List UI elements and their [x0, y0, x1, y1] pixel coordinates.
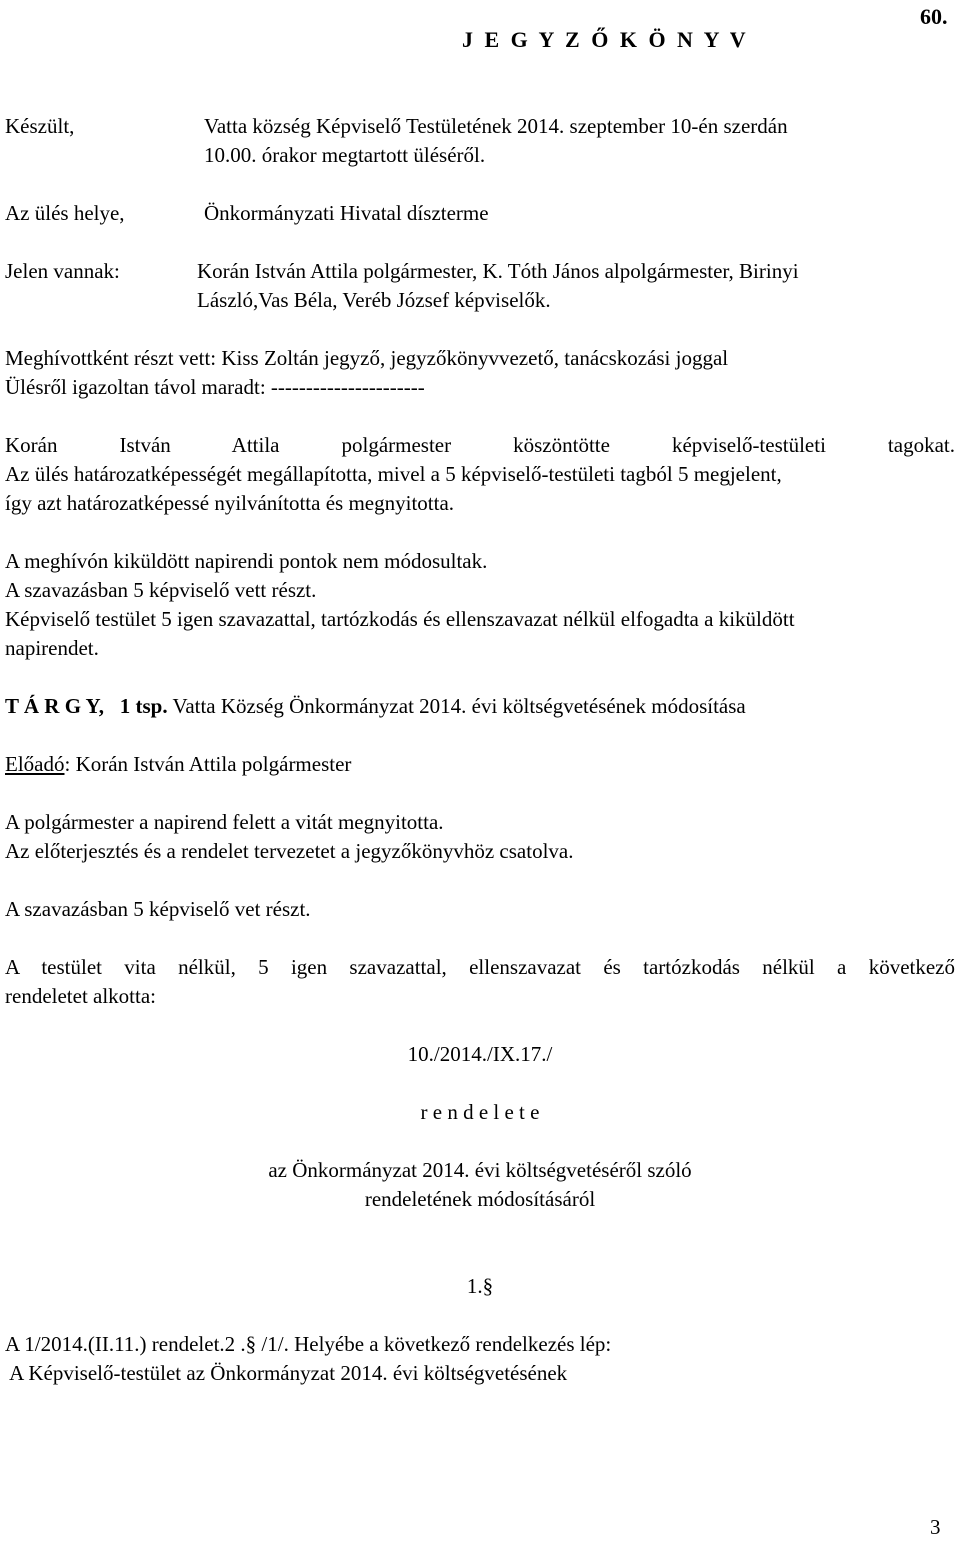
opening-line-2: Az ülés határozatképességét megállapította, mivel a 5 képviselő-testületi tagból 5 megjelent,: [5, 462, 782, 486]
agenda-line-1: A meghívón kiküldött napirendi pontok nem módosultak.: [5, 549, 488, 573]
agenda-line-4: napirendet.: [5, 636, 99, 660]
absent-line: Ülésről igazoltan távol maradt: ----------------------: [5, 375, 425, 399]
decree-word: r e n d e l e t e: [420, 1100, 540, 1124]
jelen-label: Jelen vannak:: [5, 259, 120, 283]
discussion-line-3: A szavazásban 5 képviselő vet részt.: [5, 897, 311, 921]
jelen-line-1: Korán István Attila polgármester, K. Tóth János alpolgármester, Birinyi: [197, 259, 799, 283]
opening-line-1: Korán István Attila polgármester köszöntötte képviselő-testületi tagokat.: [5, 433, 955, 457]
discussion-line-1: A polgármester a napirend felett a vitát megnyitotta.: [5, 810, 444, 834]
jelen-line-2: László,Vas Béla, Veréb József képviselők.: [197, 288, 551, 312]
topic-label: T Á R G Y, 1 tsp.: [5, 694, 168, 718]
topic-text: Vatta Község Önkormányzat 2014. évi költségvetésének módosítása: [167, 694, 746, 718]
decree-number: 10./2014./IX.17./: [407, 1042, 553, 1066]
decree-subtitle-2: rendeletének módosításáról: [364, 1187, 596, 1211]
presenter-label: Előadó: [5, 752, 65, 776]
topic-line: [5, 692, 746, 721]
decree-section: 1.§: [466, 1274, 494, 1298]
agenda-line-2: A szavazásban 5 képviselő vett részt.: [5, 578, 317, 602]
decree-body-1: A 1/2014.(II.11.) rendelet.2 .§ /1/. Helyébe a következő rendelkezés lép:: [5, 1332, 612, 1356]
discussion-line-5: rendeletet alkotta:: [5, 984, 157, 1008]
discussion-line-2: Az előterjesztés és a rendelet tervezetet a jegyzőkönyvhöz csatolva.: [5, 839, 574, 863]
page-number: 3: [930, 1515, 941, 1539]
presenter-line: [5, 750, 351, 779]
invited-line: Meghívottként részt vett: Kiss Zoltán jegyző, jegyzőkönyvvezető, tanácskozási joggal: [5, 346, 729, 370]
keszult-label: Készült,: [5, 114, 75, 138]
helye-label: Az ülés helye,: [5, 201, 125, 225]
agenda-line-3: Képviselő testület 5 igen szavazattal, tartózkodás és ellenszavazat nélkül elfogadta a kiküldött: [5, 607, 795, 631]
document-number: 60.: [920, 4, 948, 29]
opening-line-3: így azt határozatképessé nyilvánította és megnyitotta.: [5, 491, 455, 515]
decree-subtitle-1: az Önkormányzat 2014. évi költségvetéséről szóló: [268, 1158, 692, 1182]
keszult-line-2: 10.00. órakor megtartott üléséről.: [204, 143, 486, 167]
presenter-text: : Korán István Attila polgármester: [64, 752, 352, 776]
decree-body-2: A Képviselő-testület az Önkormányzat 2014. évi költségvetésének: [5, 1361, 568, 1385]
document-title: J E G Y Z Ő K Ö N Y V: [462, 27, 749, 52]
keszult-line-1: Vatta község Képviselő Testületének 2014. szeptember 10-én szerdán: [204, 114, 788, 138]
helye-value: Önkormányzati Hivatal díszterme: [204, 201, 489, 225]
discussion-line-4: A testület vita nélkül, 5 igen szavazattal, ellenszavazat és tartózkodás nélkül a következő: [5, 955, 955, 979]
